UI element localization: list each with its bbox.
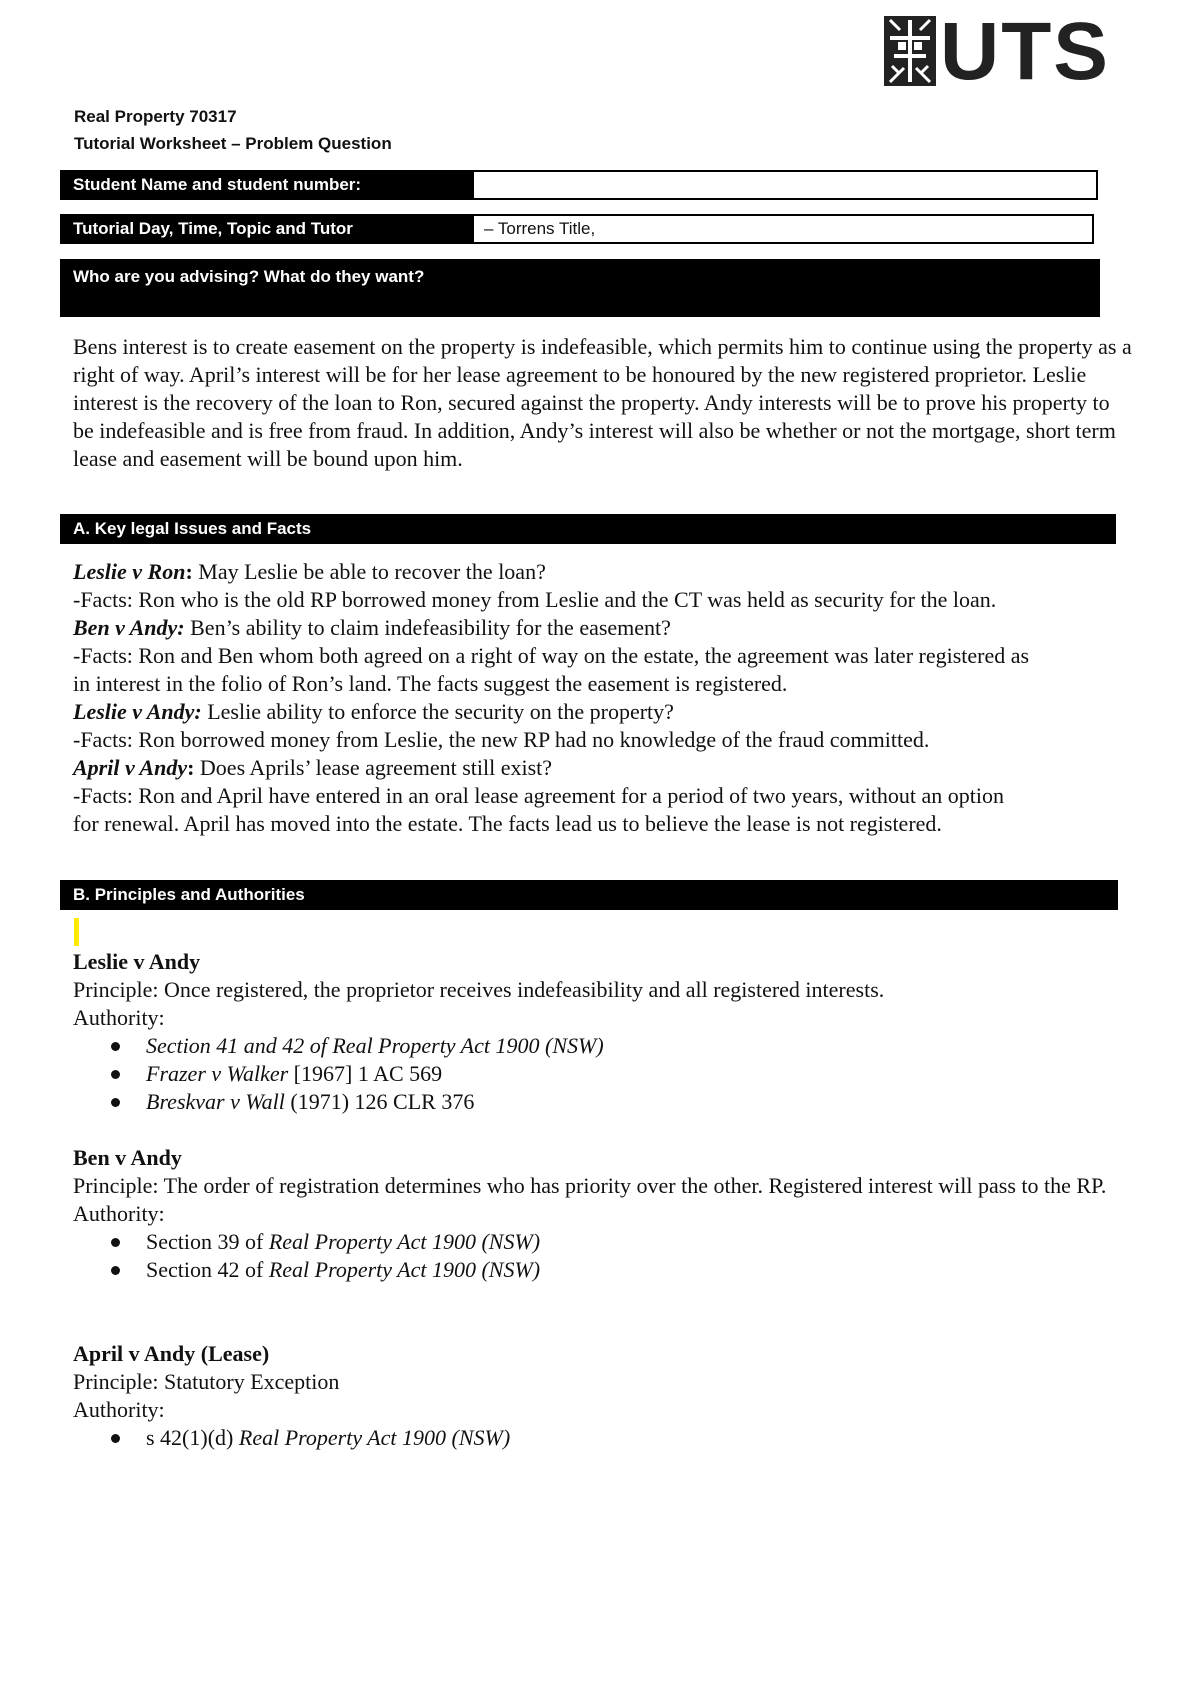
- issue-item: [73, 614, 1143, 698]
- authority-italic: Section 41 and 42 of Real Property Act 1900 (NSW): [146, 1033, 604, 1058]
- block-heading: Leslie v Andy: [73, 949, 201, 974]
- uts-crest-icon: [884, 16, 936, 86]
- authority-item: [73, 1256, 1133, 1284]
- principle-block: [73, 948, 884, 1116]
- authority-item: [73, 1032, 884, 1060]
- issue-item: [73, 558, 1143, 614]
- student-name-field[interactable]: [472, 170, 1098, 200]
- principle-block: [73, 1144, 1133, 1284]
- issue-separator: :: [185, 559, 193, 584]
- issue-question: Does Aprils’ lease agreement still exist?: [194, 755, 553, 780]
- authority-italic: Real Property Act 1900 (NSW): [238, 1425, 511, 1450]
- issue-facts: -Facts: Ron and Ben whom both agreed on a right of way on the estate, the agreement was later registered as: [73, 643, 1030, 668]
- authority-italic: Frazer v Walker: [146, 1061, 289, 1086]
- block-authority-label: Authority:: [73, 1005, 165, 1030]
- block-principle: Principle: Once registered, the proprietor receives indefeasibility and all registered interests.: [73, 977, 885, 1002]
- tutorial-details-field[interactable]: – Torrens Title,: [472, 214, 1094, 244]
- authority-italic: Breskvar v Wall: [146, 1089, 285, 1114]
- logo-text: UTS: [940, 6, 1110, 97]
- course-title: Real Property 70317: [74, 107, 237, 126]
- tutorial-details-label: Tutorial Day, Time, Topic and Tutor: [60, 214, 474, 244]
- issue-party: Leslie v Andy:: [73, 699, 202, 724]
- issue-party: Leslie v Ron: [73, 559, 186, 584]
- principle-block: [73, 1340, 510, 1452]
- block-heading: April v Andy (Lease): [73, 1341, 270, 1366]
- authority-item: [73, 1228, 1133, 1256]
- authority-pre: Section 42 of: [146, 1257, 269, 1282]
- authority-pre: s 42(1)(d): [146, 1425, 239, 1450]
- who-paragraph: Bens interest is to create easement on the property is indefeasible, which permits him to continue using the property as a right of way. April’s interest will be for her lease agreement to be honoured by the new registered proprietor. Leslie interest is the recovery of the loan to Ron, secured against the property. Andy interests will be to prove his property to be indefeasible and is free from fraud. In addition, Andy’s interest will also be whether or not the mortgage, short term lease and easement will be bound upon him.: [73, 334, 1132, 471]
- authority-item: [73, 1424, 510, 1452]
- authority-pre: Section 39 of: [146, 1229, 269, 1254]
- uts-logo: [884, 6, 1110, 97]
- worksheet-title: Tutorial Worksheet – Problem Question: [74, 134, 392, 153]
- bullet-icon: [111, 1042, 120, 1051]
- bullet-icon: [111, 1434, 120, 1443]
- highlight-mark: [74, 918, 79, 946]
- block-authority-label: Authority:: [73, 1397, 165, 1422]
- issue-facts: for renewal. April has moved into the estate. The facts lead us to believe the lease is not registered.: [73, 811, 942, 836]
- block-principle: Principle: The order of registration determines who has priority over the other. Registered interest will pass to the RP.: [73, 1173, 1107, 1198]
- issue-facts: -Facts: Ron who is the old RP borrowed money from Leslie and the CT was held as security for the loan.: [73, 587, 997, 612]
- authority-italic: Real Property Act 1900 (NSW): [268, 1229, 541, 1254]
- bullet-icon: [111, 1238, 120, 1247]
- section-header-b: B. Principles and Authorities: [60, 880, 1118, 910]
- issue-item: [73, 754, 1143, 838]
- issue-party: April v Andy: [73, 755, 188, 780]
- authority-item: [73, 1088, 884, 1116]
- bullet-icon: [111, 1070, 120, 1079]
- authority-post: [1967] 1 AC 569: [288, 1061, 443, 1086]
- bullet-icon: [111, 1098, 120, 1107]
- issue-item: [73, 698, 1143, 754]
- authority-list: [73, 1424, 510, 1452]
- section-header-who: Who are you advising? What do they want?: [60, 259, 1100, 317]
- authority-list: [73, 1032, 884, 1116]
- issue-facts: in interest in the folio of Ron’s land. The facts suggest the easement is registered.: [73, 671, 788, 696]
- issue-separator: :: [187, 755, 195, 780]
- issue-facts: -Facts: Ron borrowed money from Leslie, the new RP had no knowledge of the fraud committed.: [73, 727, 930, 752]
- issue-party: Ben v Andy:: [73, 615, 185, 640]
- student-name-label: Student Name and student number:: [60, 170, 474, 200]
- issues-list: [73, 558, 1143, 838]
- bullet-icon: [111, 1266, 120, 1275]
- authority-post: (1971) 126 CLR 376: [284, 1089, 475, 1114]
- block-authority-label: Authority:: [73, 1201, 165, 1226]
- authority-list: [73, 1228, 1133, 1284]
- issue-question: Ben’s ability to claim indefeasibility for the easement?: [184, 615, 671, 640]
- issue-question: May Leslie be able to recover the loan?: [192, 559, 546, 584]
- issue-question: Leslie ability to enforce the security on the property?: [201, 699, 674, 724]
- issue-facts: -Facts: Ron and April have entered in an oral lease agreement for a period of two years, without an option: [73, 783, 1005, 808]
- authority-italic: Real Property Act 1900 (NSW): [268, 1257, 541, 1282]
- authority-item: [73, 1060, 884, 1088]
- block-heading: Ben v Andy: [73, 1145, 182, 1170]
- section-header-a: A. Key legal Issues and Facts: [60, 514, 1116, 544]
- block-principle: Principle: Statutory Exception: [73, 1369, 340, 1394]
